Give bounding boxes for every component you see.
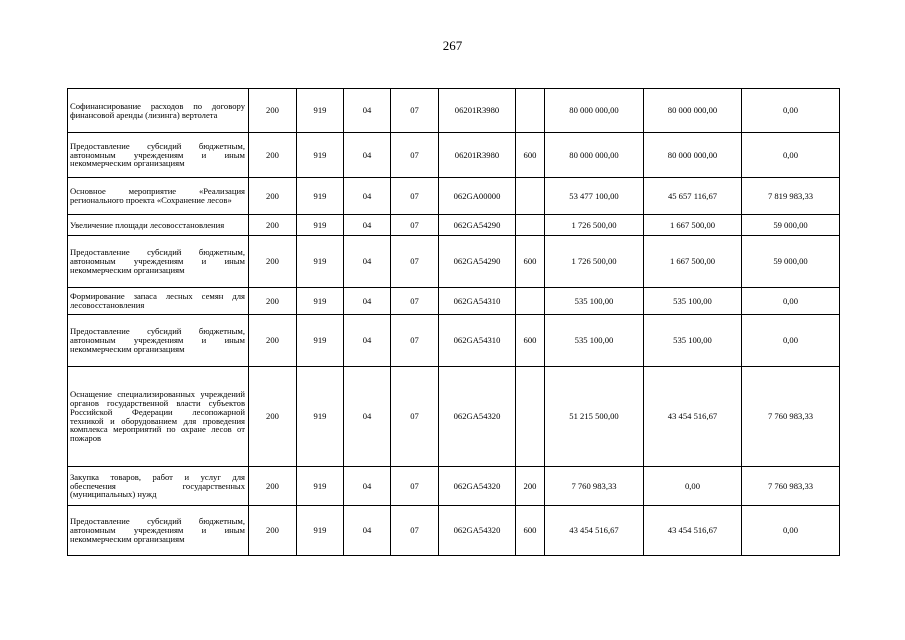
cell-amount: 80 000 000,00: [644, 89, 742, 133]
cell-code: 919: [297, 367, 344, 467]
cell-amount: 0,00: [742, 133, 840, 178]
cell-code: 06201R3980: [439, 133, 516, 178]
cell-code: 200: [249, 315, 297, 367]
cell-code: 04: [344, 236, 391, 288]
cell-amount: 59 000,00: [742, 215, 840, 236]
cell-amount: 0,00: [742, 315, 840, 367]
table-row: [68, 178, 840, 215]
cell-amount: 80 000 000,00: [545, 133, 644, 178]
cell-code: 600: [516, 315, 545, 367]
cell-code: 062GA54320: [439, 367, 516, 467]
cell-amount: 1 726 500,00: [545, 215, 644, 236]
table-row: [68, 288, 840, 315]
table-row: [68, 215, 840, 236]
cell-code: 919: [297, 89, 344, 133]
cell-amount: 535 100,00: [545, 315, 644, 367]
row-name: Закупка товаров, работ и услуг для обеспечения государственных (муниципальных) нужд: [68, 467, 249, 506]
cell-amount: 7 760 983,33: [545, 467, 644, 506]
cell-code: 919: [297, 133, 344, 178]
cell-code: 07: [391, 506, 439, 556]
cell-code: 200: [249, 467, 297, 506]
cell-code: [516, 215, 545, 236]
cell-amount: 0,00: [644, 467, 742, 506]
cell-code: 04: [344, 467, 391, 506]
cell-amount: 7 760 983,33: [742, 467, 840, 506]
row-name: Софинансирование расходов по договору финансовой аренды (лизинга) вертолета: [68, 89, 249, 133]
cell-code: 07: [391, 215, 439, 236]
cell-code: 07: [391, 288, 439, 315]
cell-amount: 0,00: [742, 89, 840, 133]
table-row: [68, 467, 840, 506]
cell-code: 06201R3980: [439, 89, 516, 133]
cell-amount: 1 667 500,00: [644, 236, 742, 288]
cell-code: 07: [391, 467, 439, 506]
cell-code: [516, 288, 545, 315]
row-name: Увеличение площади лесовосстановления: [68, 215, 249, 236]
row-name: Предоставление субсидий бюджетным, автономным учреждениям и иным некоммерческим организациям: [68, 506, 249, 556]
cell-amount: 535 100,00: [644, 288, 742, 315]
cell-code: 919: [297, 467, 344, 506]
cell-code: 919: [297, 236, 344, 288]
cell-code: 07: [391, 367, 439, 467]
cell-code: 04: [344, 133, 391, 178]
cell-code: [516, 89, 545, 133]
cell-amount: 7 819 983,33: [742, 178, 840, 215]
cell-code: 04: [344, 89, 391, 133]
cell-amount: 1 667 500,00: [644, 215, 742, 236]
cell-amount: 80 000 000,00: [644, 133, 742, 178]
cell-code: [516, 367, 545, 467]
cell-code: 062GA54310: [439, 288, 516, 315]
cell-code: 04: [344, 215, 391, 236]
cell-amount: 51 215 500,00: [545, 367, 644, 467]
cell-amount: 0,00: [742, 506, 840, 556]
cell-amount: 53 477 100,00: [545, 178, 644, 215]
cell-code: 07: [391, 236, 439, 288]
budget-table: [67, 88, 840, 556]
cell-amount: 535 100,00: [644, 315, 742, 367]
cell-code: 04: [344, 178, 391, 215]
cell-code: 062GA54290: [439, 215, 516, 236]
cell-code: 200: [249, 89, 297, 133]
cell-code: 04: [344, 367, 391, 467]
cell-code: 919: [297, 315, 344, 367]
cell-code: 600: [516, 236, 545, 288]
cell-code: 200: [249, 133, 297, 178]
row-name: Оснащение специализированных учреждений органов государственной власти субъектов Российской Федерации лесопожарной техникой и оборудованием для проведения комплекса мероприятий по охране лесов от пожаров: [68, 367, 249, 467]
table-row: [68, 506, 840, 556]
cell-code: 062GA00000: [439, 178, 516, 215]
row-name: Основное мероприятие «Реализация регионального проекта «Сохранение лесов»: [68, 178, 249, 215]
cell-code: 919: [297, 178, 344, 215]
cell-code: 07: [391, 178, 439, 215]
cell-code: 600: [516, 506, 545, 556]
cell-amount: 45 657 116,67: [644, 178, 742, 215]
cell-code: 07: [391, 315, 439, 367]
row-name: Формирование запаса лесных семян для лесовосстановления: [68, 288, 249, 315]
table-row: [68, 367, 840, 467]
cell-amount: 59 000,00: [742, 236, 840, 288]
row-name: Предоставление субсидий бюджетным, автономным учреждениям и иным некоммерческим организациям: [68, 315, 249, 367]
cell-amount: 0,00: [742, 288, 840, 315]
cell-code: 062GA54310: [439, 315, 516, 367]
cell-code: 919: [297, 288, 344, 315]
cell-code: 919: [297, 506, 344, 556]
cell-code: [516, 178, 545, 215]
cell-code: 04: [344, 288, 391, 315]
cell-code: 200: [249, 506, 297, 556]
cell-code: 07: [391, 133, 439, 178]
row-name: Предоставление субсидий бюджетным, автономным учреждениям и иным некоммерческим организациям: [68, 236, 249, 288]
cell-code: 04: [344, 315, 391, 367]
cell-code: 200: [249, 288, 297, 315]
cell-code: 919: [297, 215, 344, 236]
cell-amount: 7 760 983,33: [742, 367, 840, 467]
cell-amount: 1 726 500,00: [545, 236, 644, 288]
cell-amount: 43 454 516,67: [644, 367, 742, 467]
table-row: [68, 89, 840, 133]
cell-code: 200: [249, 367, 297, 467]
table-row: [68, 236, 840, 288]
row-name: Предоставление субсидий бюджетным, автономным учреждениям и иным некоммерческим организациям: [68, 133, 249, 178]
cell-amount: 43 454 516,67: [545, 506, 644, 556]
cell-code: 04: [344, 506, 391, 556]
cell-code: 200: [249, 236, 297, 288]
cell-code: 600: [516, 133, 545, 178]
cell-code: 062GA54320: [439, 467, 516, 506]
cell-code: 062GA54320: [439, 506, 516, 556]
cell-code: 200: [249, 215, 297, 236]
cell-amount: 535 100,00: [545, 288, 644, 315]
cell-code: 200: [516, 467, 545, 506]
table-row: [68, 315, 840, 367]
table-row: [68, 133, 840, 178]
cell-amount: 43 454 516,67: [644, 506, 742, 556]
page-number: 267: [442, 38, 463, 53]
cell-code: 200: [249, 178, 297, 215]
cell-code: 062GA54290: [439, 236, 516, 288]
cell-code: 07: [391, 89, 439, 133]
cell-amount: 80 000 000,00: [545, 89, 644, 133]
